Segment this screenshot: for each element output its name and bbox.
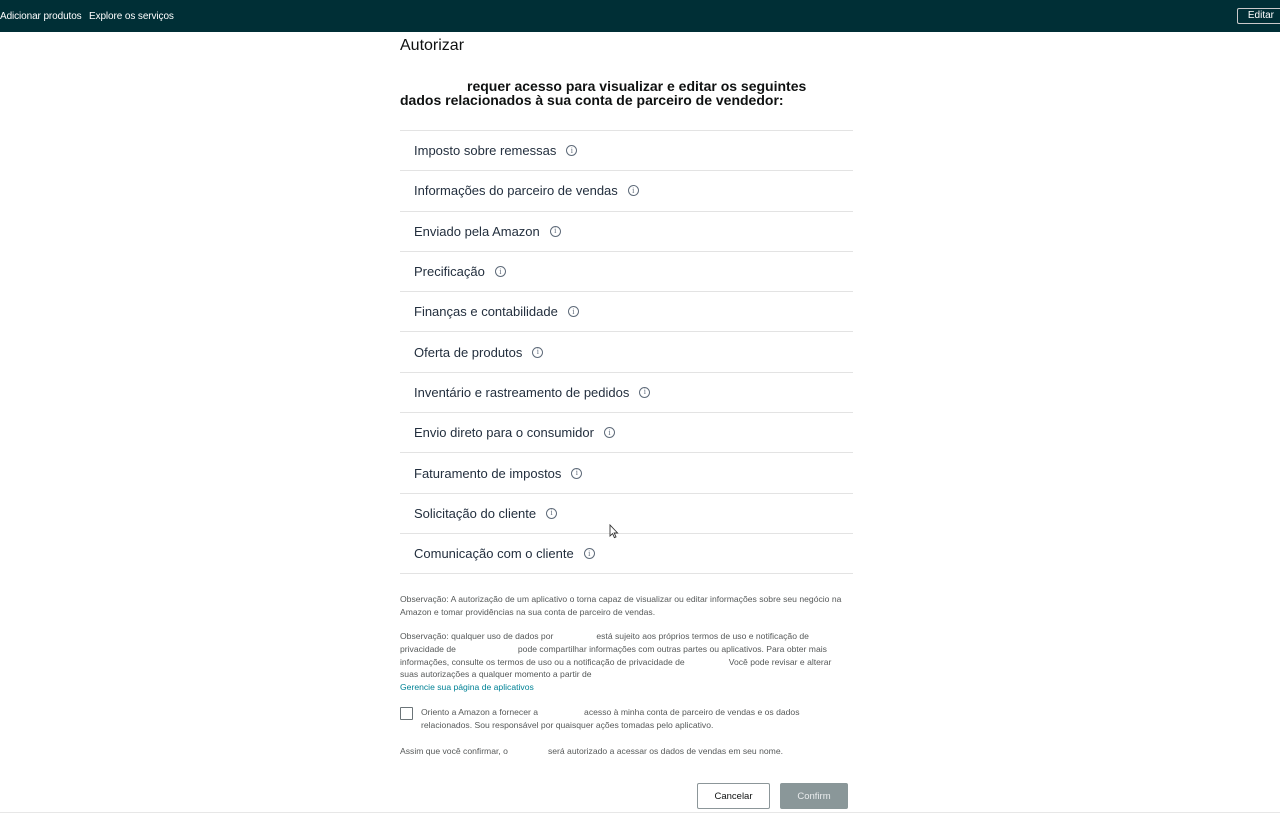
permission-item bbox=[400, 373, 853, 413]
bottom-divider bbox=[0, 812, 1280, 813]
permission-item bbox=[400, 292, 853, 332]
consent-row bbox=[400, 706, 845, 732]
info-icon[interactable]: i bbox=[639, 387, 650, 398]
info-icon[interactable]: i bbox=[628, 185, 639, 196]
permission-item bbox=[400, 413, 853, 453]
permission-label: Comunicação com o cliente bbox=[414, 546, 574, 562]
access-heading bbox=[400, 79, 840, 107]
note-text: Observação: qualquer uso de dados por bbox=[400, 631, 554, 641]
info-icon[interactable]: i bbox=[495, 266, 506, 277]
consent-text-b: acesso à minha conta de parceiro de vendas e os dados relacionados. Sou responsável por quaisquer ações tomadas pelo aplicativo. bbox=[421, 707, 800, 730]
permission-label: Envio direto para o consumidor bbox=[414, 425, 594, 441]
permission-label: Finanças e contabilidade bbox=[414, 304, 558, 320]
nav-explore-services[interactable]: Explore os serviços bbox=[89, 11, 174, 22]
cancel-button[interactable]: Cancelar bbox=[697, 783, 770, 809]
permission-label: Precificação bbox=[414, 264, 485, 280]
permission-label: Solicitação do cliente bbox=[414, 505, 537, 521]
permission-label: Inventário e rastreamento de pedidos bbox=[414, 384, 630, 400]
final-text-a: Assim que você confirmar, o bbox=[400, 746, 508, 756]
confirmation-note bbox=[400, 745, 783, 758]
confirm-button[interactable]: Confirm bbox=[780, 783, 848, 809]
permission-label: Faturamento de impostos bbox=[414, 465, 562, 481]
info-icon[interactable]: i bbox=[550, 226, 561, 237]
page-title: Autorizar bbox=[400, 37, 465, 54]
data-use-note bbox=[400, 630, 845, 694]
note-text: pode compartilhar informações com outras partes ou aplicativos. Para obter mais informações, consulte os termos de uso ou a notificação de privacidade de bbox=[400, 643, 827, 667]
permission-item bbox=[400, 494, 853, 534]
heading-line-1: requer acesso para visualizar e editar os seguintes bbox=[467, 78, 807, 94]
permission-label: Enviado pela Amazon bbox=[414, 223, 540, 239]
consent-text-a: Oriento a Amazon a fornecer a bbox=[421, 707, 539, 717]
permission-item bbox=[400, 171, 853, 211]
permission-item bbox=[400, 131, 853, 171]
info-icon[interactable]: i bbox=[604, 427, 615, 438]
permission-item bbox=[400, 212, 853, 252]
info-icon[interactable]: i bbox=[584, 548, 595, 559]
note-text: Você pode revisar e alterar suas autorizações a qualquer momento a partir de bbox=[400, 656, 832, 680]
permission-label: Informações do parceiro de vendas bbox=[414, 183, 618, 199]
permission-label: Imposto sobre remessas bbox=[414, 143, 557, 159]
heading-line-2: dados relacionados à sua conta de parceiro de vendedor: bbox=[400, 92, 784, 108]
info-icon[interactable]: i bbox=[571, 468, 582, 479]
permission-item bbox=[400, 453, 853, 493]
info-icon[interactable]: i bbox=[546, 508, 557, 519]
consent-text bbox=[421, 706, 845, 732]
permission-item bbox=[400, 332, 853, 372]
top-nav-bar bbox=[0, 0, 1280, 32]
permission-item bbox=[400, 252, 853, 292]
manage-apps-link[interactable]: Gerencie sua página de aplicativos bbox=[400, 682, 534, 693]
authorization-note: Observação: A autorização de um aplicativo o torna capaz de visualizar ou editar informações sobre seu negócio na Amazon e tomar providências na sua conta de parceiro de vendas. bbox=[400, 594, 842, 617]
permission-item bbox=[400, 534, 853, 574]
mouse-pointer-icon bbox=[609, 524, 619, 539]
info-icon[interactable]: i bbox=[532, 347, 543, 358]
consent-checkbox[interactable] bbox=[400, 707, 413, 720]
permission-label: Oferta de produtos bbox=[414, 344, 523, 360]
permission-list bbox=[400, 130, 853, 574]
final-text-b: será autorizado a acessar os dados de vendas em seu nome. bbox=[547, 746, 783, 756]
info-icon[interactable]: i bbox=[568, 306, 579, 317]
nav-add-products[interactable]: Adicionar produtos bbox=[0, 11, 82, 22]
info-icon[interactable]: i bbox=[566, 145, 577, 156]
note-text: está sujeito aos próprios termos de uso e notificação de privacidade de bbox=[400, 631, 809, 654]
edit-button[interactable]: Editar bbox=[1237, 8, 1280, 24]
